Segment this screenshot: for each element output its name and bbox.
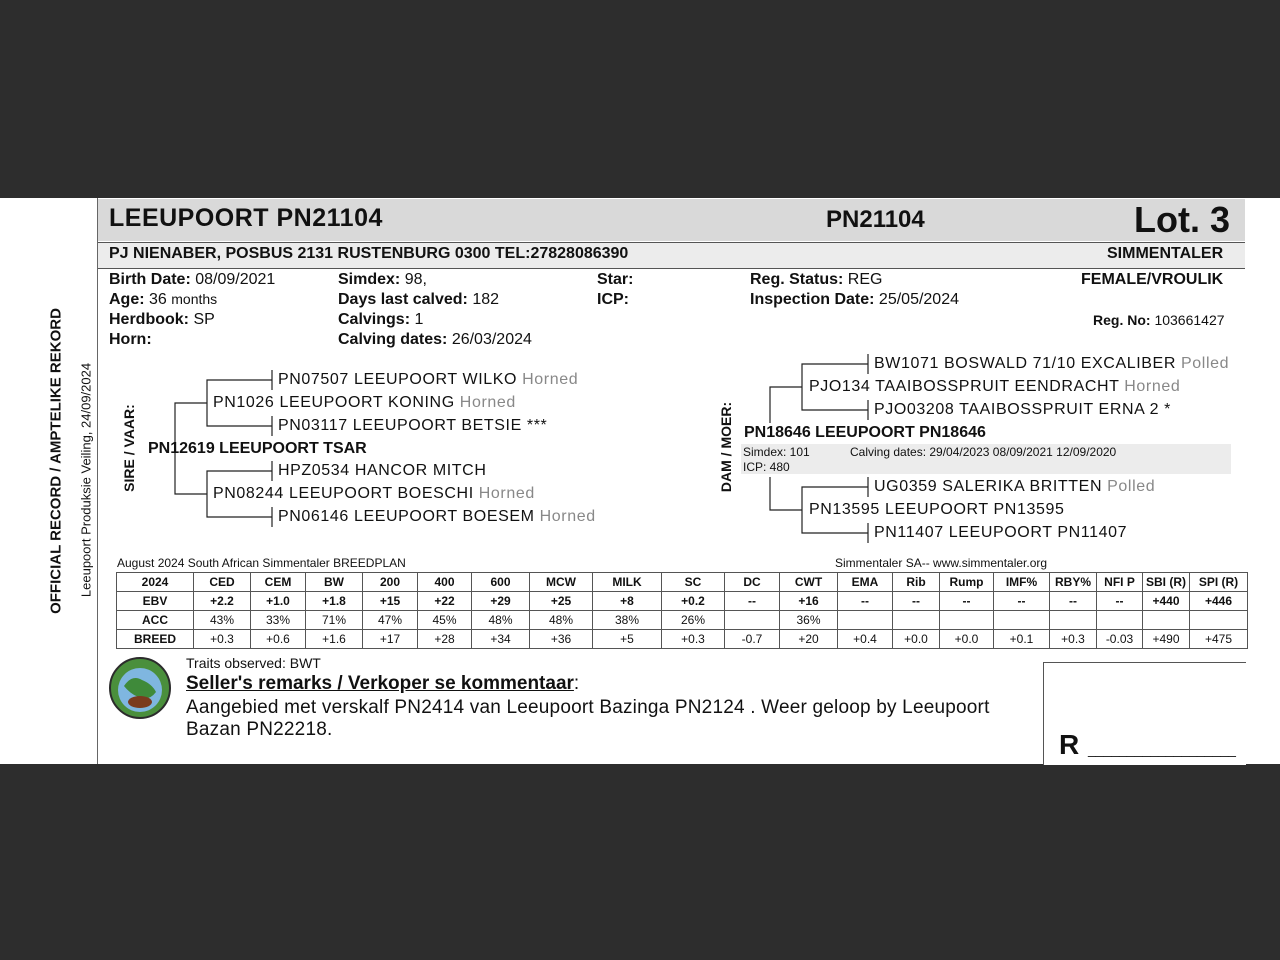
ebv-cell: 48% — [472, 611, 530, 630]
ebv-cell: +1.6 — [306, 630, 363, 649]
ebv-cell: +1.8 — [306, 592, 363, 611]
ebv-cell: +0.1 — [994, 630, 1050, 649]
ebv-cell: SBI (R) — [1143, 573, 1190, 592]
ebv-cell: -- — [1097, 592, 1143, 611]
sale-name-label: Leeupoort Produksie Veiling, 24/09/2024 — [78, 362, 94, 598]
ebv-cell: +0.0 — [940, 630, 994, 649]
acc-row — [117, 611, 1248, 630]
ebv-cell — [725, 611, 780, 630]
ebv-cell: +17 — [363, 630, 418, 649]
dam-gs1: PJO134 TAAIBOSSPRUIT EENDRACHT — [809, 378, 1120, 395]
ebv-cell — [1143, 611, 1190, 630]
breedplan-caption: August 2024 South African Simmentaler BREEDPLAN — [117, 556, 406, 570]
traits-observed: Traits observed: BWT — [186, 655, 321, 671]
birth-label: Birth Date: — [109, 271, 191, 288]
ebv-cell: 48% — [530, 611, 593, 630]
sex-value: FEMALE/VROULIK — [1081, 271, 1224, 288]
simmentaler-logo — [108, 656, 172, 720]
ebv-cell: +22 — [418, 592, 472, 611]
ebv-cell: 200 — [363, 573, 418, 592]
ebv-cell: +490 — [1143, 630, 1190, 649]
sire-label: SIRE / VAAR: — [121, 404, 137, 492]
remarks-line-1: Aangebied met verskalf PN2414 van Leeupoort Bazinga PN2124 . Weer geloop by Leeupoort — [186, 697, 990, 718]
sire-ggs1-horn: Horned — [522, 371, 579, 388]
ebv-cell — [1190, 611, 1248, 630]
dam-ggs1-horn: Polled — [1181, 355, 1230, 372]
days-value: 182 — [472, 291, 500, 308]
ebv-cell: +34 — [472, 630, 530, 649]
ebv-cell: EBV — [117, 592, 194, 611]
herdbook-value: SP — [193, 311, 215, 328]
ebv-cell: 43% — [194, 611, 251, 630]
ebv-cell: -- — [838, 592, 893, 611]
price-currency: R — [1059, 729, 1080, 760]
ebv-cell — [893, 611, 940, 630]
ebv-cell: +475 — [1190, 630, 1248, 649]
dam-name: PN18646 LEEUPOORT PN18646 — [744, 424, 986, 441]
ebv-row — [117, 592, 1248, 611]
ebv-cell: Rump — [940, 573, 994, 592]
ebv-cell: MILK — [593, 573, 662, 592]
sire-gs1-horn: Horned — [459, 394, 516, 411]
ebv-cell: +36 — [530, 630, 593, 649]
calving-dates-label: Calving dates: — [338, 331, 448, 348]
ebv-cell: ACC — [117, 611, 194, 630]
sire-name: PN12619 LEEUPOORT TSAR — [148, 440, 367, 457]
breed-row — [117, 630, 1248, 649]
reg-status-label: Reg. Status: — [750, 271, 844, 288]
dam-simdex: Simdex: 101 — [743, 445, 810, 459]
ebv-cell: RBY% — [1050, 573, 1097, 592]
dam-icp: ICP: 480 — [743, 460, 790, 474]
dam-gs1-horn: Horned — [1124, 378, 1181, 395]
ebv-cell: SPI (R) — [1190, 573, 1248, 592]
ebv-cell: +8 — [593, 592, 662, 611]
ebv-cell: 2024 — [117, 573, 194, 592]
ebv-cell: -- — [940, 592, 994, 611]
ebv-cell: BW — [306, 573, 363, 592]
sire-gs1: PN1026 LEEUPOORT KONING — [213, 394, 455, 411]
remarks-line-2: Bazan PN22218. — [186, 719, 333, 740]
ebv-cell: -- — [893, 592, 940, 611]
dam-ggs2: UG0359 SALERIKA BRITTEN — [874, 478, 1103, 495]
owner-info: PJ NIENABER, POSBUS 2131 RUSTENBURG 0300 TEL:27828086390 — [109, 245, 629, 262]
birth-value: 08/09/2021 — [195, 271, 276, 288]
lot-number: Lot. 3 — [1134, 199, 1230, 240]
reg-no-label: Reg. No: — [1093, 312, 1151, 328]
ebv-cell: +0.4 — [838, 630, 893, 649]
ebv-cell: 47% — [363, 611, 418, 630]
ebv-cell: -0.7 — [725, 630, 780, 649]
ebv-cell: 33% — [251, 611, 306, 630]
sire-gd1-horn: Horned — [478, 485, 535, 502]
dam-ggs2-horn: Polled — [1107, 478, 1156, 495]
ebv-cell — [940, 611, 994, 630]
ebv-cell: 38% — [593, 611, 662, 630]
ebv-cell: +0.2 — [662, 592, 725, 611]
star-label: Star: — [597, 271, 634, 288]
ebv-cell — [1097, 611, 1143, 630]
ebv-cell: +15 — [363, 592, 418, 611]
dam-info-panel — [741, 444, 1231, 474]
ebv-cell: CEM — [251, 573, 306, 592]
dam-gd1: PN13595 LEEUPOORT PN13595 — [809, 501, 1065, 518]
sire-ggs1: PN07507 LEEUPOORT WILKO — [278, 371, 518, 388]
ebv-cell: 26% — [662, 611, 725, 630]
reg-status-value: REG — [847, 271, 883, 288]
ebv-cell: +5 — [593, 630, 662, 649]
sire-ggs2: HPZ0534 HANCOR MITCH — [278, 462, 487, 479]
ebv-cell: +0.3 — [662, 630, 725, 649]
dam-ggd2: PN11407 LEEUPOORT PN11407 — [874, 524, 1128, 541]
reg-no-value: 103661427 — [1154, 312, 1225, 328]
ebv-cell — [994, 611, 1050, 630]
icp-label: ICP: — [597, 291, 629, 308]
days-label: Days last calved: — [338, 291, 468, 308]
calving-dates-value: 26/03/2024 — [451, 331, 532, 348]
ebv-cell: SC — [662, 573, 725, 592]
ebv-cell: -0.03 — [1097, 630, 1143, 649]
ebv-cell: BREED — [117, 630, 194, 649]
dam-label: DAM / MOER: — [718, 401, 734, 493]
ebv-cell: +28 — [418, 630, 472, 649]
ebv-cell: 400 — [418, 573, 472, 592]
animal-id: PN21104 — [826, 206, 925, 233]
age-unit: months — [171, 291, 218, 307]
breed-name: SIMMENTALER — [1107, 245, 1224, 262]
herdbook-label: Herdbook: — [109, 311, 189, 328]
ebv-table — [116, 572, 1248, 649]
ebv-cell: 36% — [780, 611, 838, 630]
ebv-cell: CED — [194, 573, 251, 592]
age-label: Age: — [109, 291, 145, 308]
ebv-cell: +440 — [1143, 592, 1190, 611]
website-caption: Simmentaler SA-- www.simmentaler.org — [835, 556, 1048, 570]
ebv-cell: MCW — [530, 573, 593, 592]
ebv-cell: NFI P — [1097, 573, 1143, 592]
ebv-cell — [838, 611, 893, 630]
ebv-cell: 600 — [472, 573, 530, 592]
age-value: 36 — [149, 291, 167, 308]
dam-ggd1: PJO03208 TAAIBOSSPRUIT ERNA 2 * — [874, 401, 1171, 418]
ebv-cell: +446 — [1190, 592, 1248, 611]
inspection-value: 25/05/2024 — [878, 291, 959, 308]
sire-ggd2: PN06146 LEEUPOORT BOESEM — [278, 508, 535, 525]
ebv-cell: Rib — [893, 573, 940, 592]
ebv-cell: +29 — [472, 592, 530, 611]
dam-calving-dates: Calving dates: 29/04/2023 08/09/2021 12/09/2020 — [850, 445, 1117, 459]
sire-gd1: PN08244 LEEUPOORT BOESCHI — [213, 485, 474, 502]
ebv-header-row — [117, 573, 1248, 592]
calvings-value: 1 — [414, 311, 424, 328]
ebv-cell: IMF% — [994, 573, 1050, 592]
ebv-cell: +0.3 — [194, 630, 251, 649]
ebv-cell — [1050, 611, 1097, 630]
ebv-cell: -- — [994, 592, 1050, 611]
ebv-cell: +0.0 — [893, 630, 940, 649]
dam-ggs1: BW1071 BOSWALD 71/10 EXCALIBER — [874, 355, 1176, 372]
sire-ggd2-horn: Horned — [539, 508, 596, 525]
ebv-cell: +25 — [530, 592, 593, 611]
price-line[interactable]: ___________________ — [1088, 741, 1236, 757]
calvings-label: Calvings: — [338, 311, 411, 328]
simdex-value: 98, — [404, 271, 427, 288]
ebv-cell: +0.6 — [251, 630, 306, 649]
ebv-cell: EMA — [838, 573, 893, 592]
ebv-cell: -- — [725, 592, 780, 611]
ebv-cell: +16 — [780, 592, 838, 611]
remarks-colon: : — [573, 673, 580, 694]
inspection-label: Inspection Date: — [750, 291, 875, 308]
ebv-cell: +1.0 — [251, 592, 306, 611]
ebv-cell: 71% — [306, 611, 363, 630]
animal-title: LEEUPOORT PN21104 — [109, 204, 383, 232]
official-record-label: OFFICIAL RECORD / AMPTELIKE REKORD — [47, 308, 65, 614]
ebv-cell: 45% — [418, 611, 472, 630]
horn-label: Horn: — [109, 331, 152, 348]
ebv-cell: -- — [1050, 592, 1097, 611]
ebv-cell: +0.3 — [1050, 630, 1097, 649]
sire-ggd1: PN03117 LEEUPOORT BETSIE *** — [278, 417, 548, 434]
simdex-label: Simdex: — [338, 271, 401, 288]
ebv-cell: +20 — [780, 630, 838, 649]
remarks-heading: Seller's remarks / Verkoper se kommentaar — [186, 673, 574, 694]
ebv-cell: +2.2 — [194, 592, 251, 611]
ebv-cell: DC — [725, 573, 780, 592]
ebv-cell: CWT — [780, 573, 838, 592]
